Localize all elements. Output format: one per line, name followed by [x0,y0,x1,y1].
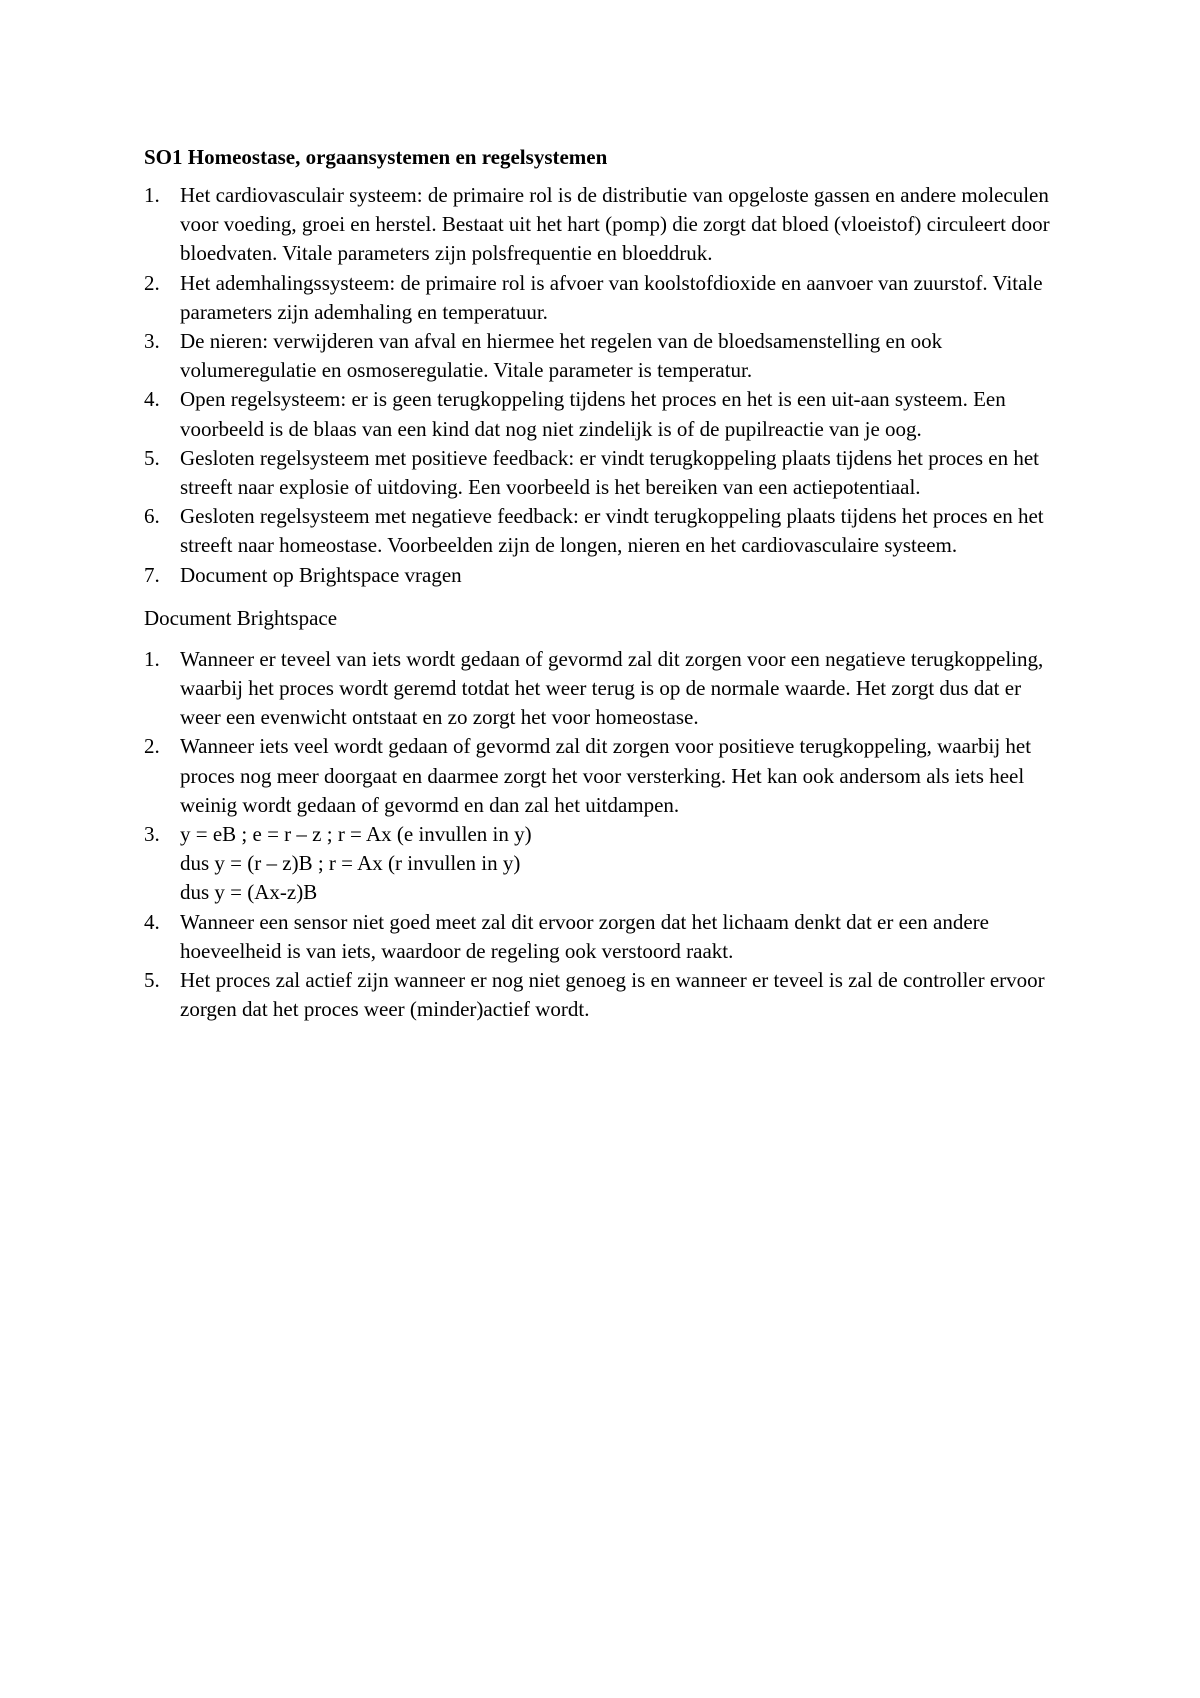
list-number: 5. [144,968,160,993]
list-item [144,327,1064,385]
list-item [144,181,1064,269]
list-item-text: Wanneer er teveel van iets wordt gedaan of gevormd zal dit zorgen voor een negatieve terugkoppeling, waarbij het proces wordt geremd totdat het weer terug is op de normale waarde. Het zorgt dus dat er weer een evenwicht ontstaat en zo zorgt het voor homeostase. [180,646,1044,730]
list-item [144,502,1064,560]
list-number: 1. [144,646,160,671]
list-number: 7. [144,562,160,587]
list-item [144,444,1064,502]
list-item-text: Het ademhalingssysteem: de primaire rol is afvoer van koolstofdioxide en aanvoer van zuurstof. Vitale parameters zijn ademhaling en temperatuur. [180,270,1043,324]
list-item-text: Gesloten regelsysteem met positieve feedback: er vindt terugkoppeling plaats tijdens het proces en het streeft naar explosie of uitdoving. Een voorbeeld is het bereiken van een actiepotentiaal. [180,445,1039,500]
section-heading: Document Brightspace [144,605,338,630]
list-item [144,645,1064,733]
list-item-text: Het cardiovasculair systeem: de primaire rol is de distributie van opgeloste gassen en andere moleculen voor voeding, groei en herstel. Bestaat uit het hart (pomp) die zorgt dat bloed (vloeistof) circuleert door bloedvaten. Vitale parameters zijn polsfrequentie en bloeddruk. [180,183,1050,266]
list-number: 6. [144,504,160,529]
list-item [144,820,1064,908]
list-item-text: Wanneer een sensor niet goed meet zal dit ervoor zorgen dat het lichaam denkt dat er een andere hoeveelheid is van iets, waardoor de regeling ook verstoord raakt. [180,909,989,963]
list-item-text: Document op Brightspace vragen [180,562,462,587]
list-number: 3. [144,329,160,354]
formula-line: dus y = (r – z)B ; r = Ax (r invullen in y) [180,851,521,876]
list-item-text: De nieren: verwijderen van afval en hiermee het regelen van de bloedsamenstelling en ook volumeregulatie en osmoseregulatie. Vitale parameter is temperatur. [180,329,943,383]
list-number: 2. [144,270,160,295]
formula-line: dus y = (Ax-z)B [180,880,318,905]
document-content [144,143,1064,1038]
list-item-text: Gesloten regelsysteem met negatieve feedback: er vindt terugkoppeling plaats tijdens het proces en het streeft naar homeostase. Voorbeelden zijn de longen, nieren en het cardiovasculaire systeem. [180,504,1044,558]
document-title: SO1 Homeostase, orgaansystemen en regelsystemen [144,145,608,169]
list-number: 4. [144,909,160,934]
list-number: 1. [144,183,160,207]
list-item-text: Wanneer iets veel wordt gedaan of gevormd zal dit zorgen voor positieve terugkoppeling, waarbij het proces nog meer doorgaat en daarmee zorgt het voor versterking. Het kan ook andersom als iets heel weinig wordt gedaan of gevormd en dan zal het uitdampen. [180,734,1032,817]
list-item-text: Open regelsysteem: er is geen terugkoppeling tijdens het proces en het is een uit-aan systeem. Een voorbeeld is de blaas van een kind dat nog niet zindelijk is of de pupilreactie van je oog. [180,387,1006,441]
list-item [144,269,1064,327]
list-item [144,561,1064,590]
list-number: 2. [144,734,160,759]
organ-systems-list [144,181,1064,590]
list-item [144,732,1064,820]
list-number: 4. [144,387,160,412]
list-number: 5. [144,445,160,470]
list-item [144,966,1064,1024]
formula-line: y = eB ; e = r – z ; r = Ax (e invullen in y) [180,822,532,847]
brightspace-answers-list [144,645,1064,1025]
list-item [144,908,1064,966]
list-number: 3. [144,822,160,847]
list-item [144,385,1064,443]
list-item-text: Het proces zal actief zijn wanneer er nog niet genoeg is en wanneer er teveel is zal de controller ervoor zorgen dat het proces weer (minder)actief wordt. [180,968,1045,1022]
